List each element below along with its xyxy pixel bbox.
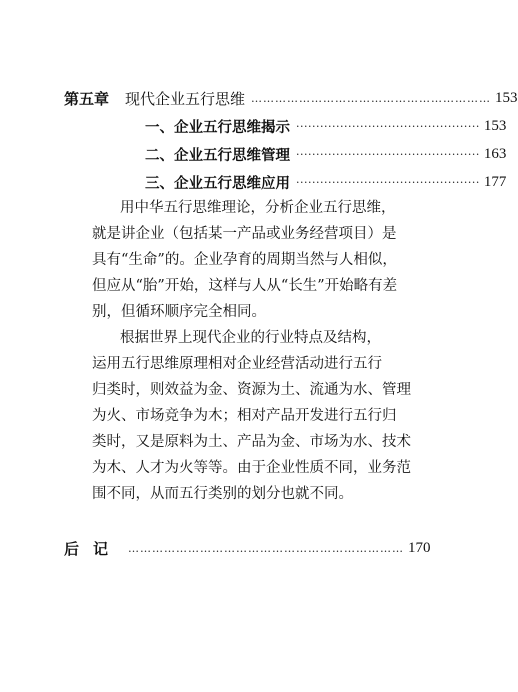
page-number: 170 — [408, 539, 431, 556]
chapter-label: 第五章 — [64, 89, 110, 108]
paragraph-line: 归类时，则效益为金、资源为土、流通为水、管理 — [92, 382, 411, 398]
page-number: 163 — [483, 145, 507, 162]
toc-section-entry[interactable] — [145, 170, 507, 194]
paragraph-line: 运用五行思维原理相对企业经营活动进行五行 — [92, 356, 382, 372]
dot-leader: …………………………………………………… — [251, 91, 492, 105]
paragraph-line: 根据世界上现代企业的行业特点及结构， — [120, 330, 381, 346]
dot-leader: …………………………………………………………… — [128, 541, 405, 555]
paragraph-line: 为火、市场竞争为木；相对产品开发进行五行归 — [92, 408, 397, 424]
paragraph-line: 但应从“胎”开始，这样与人从“长生”开始略有差 — [92, 278, 398, 294]
chapter-title: 现代企业五行思维 — [125, 89, 246, 108]
dot-leader: ·············································· — [296, 147, 480, 161]
toc-chapter-entry[interactable] — [64, 86, 518, 110]
paragraph-line: 为木、人才为火等等。由于企业性质不同，业务范 — [92, 460, 411, 476]
paragraph-line: 就是讲企业（包括某一产品或业务经营项目）是 — [92, 226, 397, 242]
page-number: 177 — [483, 173, 507, 190]
section-title: 二、企业五行思维管理 — [145, 147, 290, 164]
toc-afterword-entry[interactable] — [64, 536, 431, 560]
paragraph-line: 别，但循环顺序完全相同。 — [92, 304, 266, 320]
paragraph-line: 围不同，从而五行类别的划分也就不同。 — [92, 486, 353, 502]
section-title: 三、企业五行思维应用 — [145, 175, 290, 192]
section-title: 一、企业五行思维揭示 — [145, 119, 290, 136]
page-number: 153 — [483, 117, 507, 134]
paragraph-line: 用中华五行思维理论，分析企业五行思维， — [120, 200, 396, 216]
toc-section-entry[interactable] — [145, 114, 507, 138]
paragraph-line: 类时，又是原料为土、产品为金、市场为水、技术 — [92, 434, 411, 450]
toc-section-entry[interactable] — [145, 142, 507, 166]
summary-paragraph — [92, 325, 411, 507]
paragraph-line: 具有“生命”的。企业孕育的周期当然与人相似， — [92, 252, 397, 268]
page-number: 153 — [495, 89, 518, 106]
dot-leader: ·············································· — [296, 175, 480, 189]
dot-leader: ·············································· — [296, 119, 480, 133]
afterword-label: 后记 — [64, 539, 123, 558]
summary-paragraph — [92, 195, 398, 325]
